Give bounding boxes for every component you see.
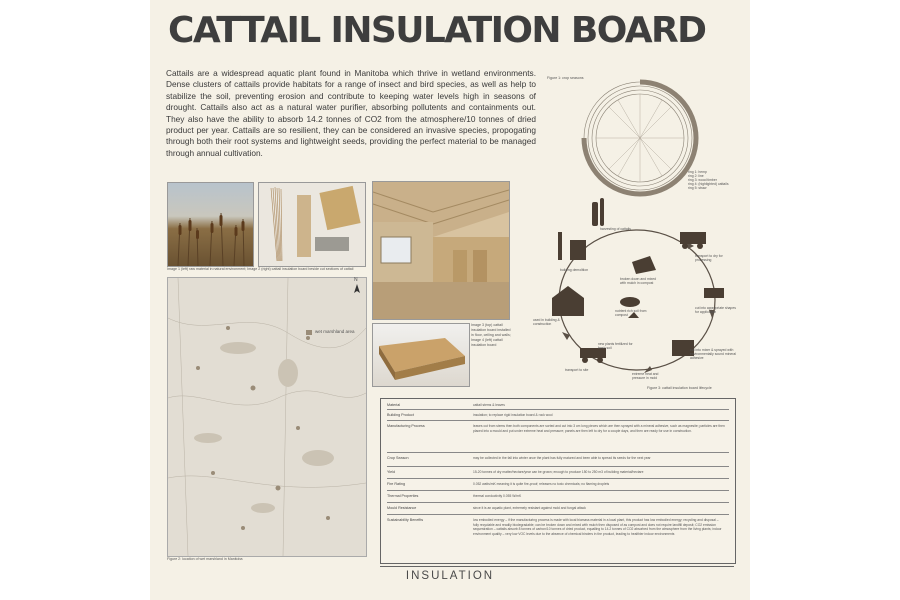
table-label: Mould Resistance [387, 506, 417, 510]
interior-illustration [373, 182, 509, 319]
table-row [387, 492, 729, 503]
lifecycle-step: nutrient rich soil from compost [615, 309, 647, 317]
figure-2-caption: Figure 2: location of wet marshland in Manitoba [167, 557, 243, 561]
lifecycle-step: broken down and mixed with mulch in compost [620, 277, 657, 285]
lifecycle-step: extreme heat and pressure in mold [632, 372, 659, 380]
table-value: low embodied energy – if the manufacturing process is made with local biomass material in a local plant, this product has low embodied energy; recycling and disposal – fully recyclable and readily biodegradable; can be broken down and mixed with mulch then disposed of as compost and does not require landfill deposit; CO2 emission sequestration – cattails absorb 8 tonnes of carbon/10 tonnes of dried product, equalling to 14.2 tonnes of CO2 absorbed from the atmosphere from the living plants; indoor environment quality – very low VOC levels due to the absence of chemical binders in the product, leading to healthier indoor environments [473, 518, 722, 536]
page-title: CATTAIL INSULATION BOARD [168, 10, 706, 51]
cattail-photo [167, 182, 254, 267]
table-value: since it is an aquatic plant, extremely resistant against mold and fungal attack [473, 506, 586, 510]
lifecycle-step: harvesting of cattails [600, 227, 631, 231]
map-legend-label: wet marshland area [315, 329, 355, 334]
lifecycle-step: transport to dry for processing [695, 254, 723, 262]
crop-season-wheel [580, 78, 700, 198]
interior-photo [372, 181, 510, 320]
footer-title: INSULATION [405, 570, 495, 582]
table-value: insulation; to replace rigid insulation board & rock wool [473, 413, 553, 417]
lifecycle-step: building demolition [560, 268, 589, 272]
marshland-map-illustration [168, 278, 366, 556]
board-sample-photo [372, 323, 470, 387]
lifecycle-step: cut into appropriate shapes for application [695, 306, 736, 314]
figure-1-caption: Figure 1: crop seasons [547, 76, 584, 80]
crop-legend-item: ring 3: wood timber [688, 178, 717, 182]
cattail-illustration [168, 183, 253, 266]
insulation-board-photo [258, 182, 366, 267]
table-row [387, 422, 729, 453]
table-label: Crop Season [387, 456, 409, 460]
crop-legend-item: ring 5: straw [688, 186, 707, 190]
crop-legend-item: ring 4: (highlighted) cattails [688, 182, 729, 186]
table-row [387, 401, 729, 410]
table-row [387, 411, 729, 421]
lifecycle-diagram [532, 190, 742, 390]
table-value: may be collected in the fall into winter once the plant has fully matured and been able to spread its seeds for the next year [473, 456, 651, 460]
table-label: Yield [387, 470, 396, 474]
lifecycle-step: transport to site [565, 368, 589, 372]
table-row [387, 504, 729, 515]
crop-legend-item: ring 2: line [688, 174, 704, 178]
table-value: leaves cut from stems then both components are sorted and cut into 3 cm long pieces which are then sprayed with a mineral adhesive, such as magnesite; particles are then placed into a mould and put under extreme heat and pressure; panels are then left to dry for a couple days, and then are ready for use in construction. [473, 424, 725, 433]
crop-legend [688, 170, 748, 190]
table-row [387, 454, 729, 467]
lifecycle-step: new plants fertilized for fresh soil [598, 342, 633, 350]
table-row [387, 516, 729, 558]
table-label: Material [387, 403, 401, 407]
manitoba-map [167, 277, 367, 557]
intro-paragraph: Cattails are a widespread aquatic plant found in Manitoba which thrive in wetland environments. Dense clusters of cattails provide habitats for a range of insect and bird species, as well as help to stabilize the soil, preventing erosion and contribute to keeping water levels high in seasons of drought. Cattails also act as a natural water purifier, absorbing pollutents and containments out. They also have the ability to absorb 14.2 tonnes of CO2 from the atmosphere/10 tonnes of dried product per year. Cattails are so resilient, they can be considered an invasive species, propogating through both their root systems and lightweight seeds, providing the perfect material to be managed through annual cultivation. [166, 68, 536, 158]
table-value: cattail stems & leaves [473, 403, 505, 407]
poster [150, 0, 750, 600]
table-row [387, 480, 729, 491]
table-label: Fire Rating [387, 482, 406, 486]
image-1-2-caption: Image 1 (left) raw material in natural environment; Image 2 (right) cattail insulation board beside cut sections of cattail [167, 267, 354, 271]
board-sample-illustration [373, 324, 469, 386]
image-3-4-caption: Image 3 (top) cattail insulation board installed in floor, ceiling and walls; Image 4 (left) cattail insulation board [471, 323, 511, 347]
crop-legend-item: ring 1: hemp [688, 170, 707, 174]
properties-table [380, 398, 736, 564]
lifecycle-step: used in building & construction [533, 318, 560, 326]
table-value: 0.052 watts/mK meaning it is quite fire-proof; releases no toxic chemicals; no flaming droplets [473, 482, 610, 486]
table-value: 15-20 tonnes of dry matter/hectare/year can be grown; enough to produce 150 to 250 m3 of building material/hectare [473, 470, 644, 474]
table-value: thermal conductivity 0.055 W/mK [473, 494, 522, 498]
lifecycle-step: cut into mixer & sprayed with environmentally sound mineral adhesive [690, 348, 736, 360]
table-label: Sustainability Benefits [387, 518, 424, 522]
table-label: Building Product [387, 413, 414, 417]
table-label: Thermal Properties [387, 494, 419, 498]
board-illustration [259, 183, 365, 266]
figure-3-caption: Figure 3: cattail insulation board lifecycle [647, 386, 712, 390]
footer-divider [380, 566, 734, 567]
north-arrow-label: N [354, 277, 358, 283]
table-row [387, 468, 729, 479]
table-label: Manufacturing Process [387, 424, 425, 428]
